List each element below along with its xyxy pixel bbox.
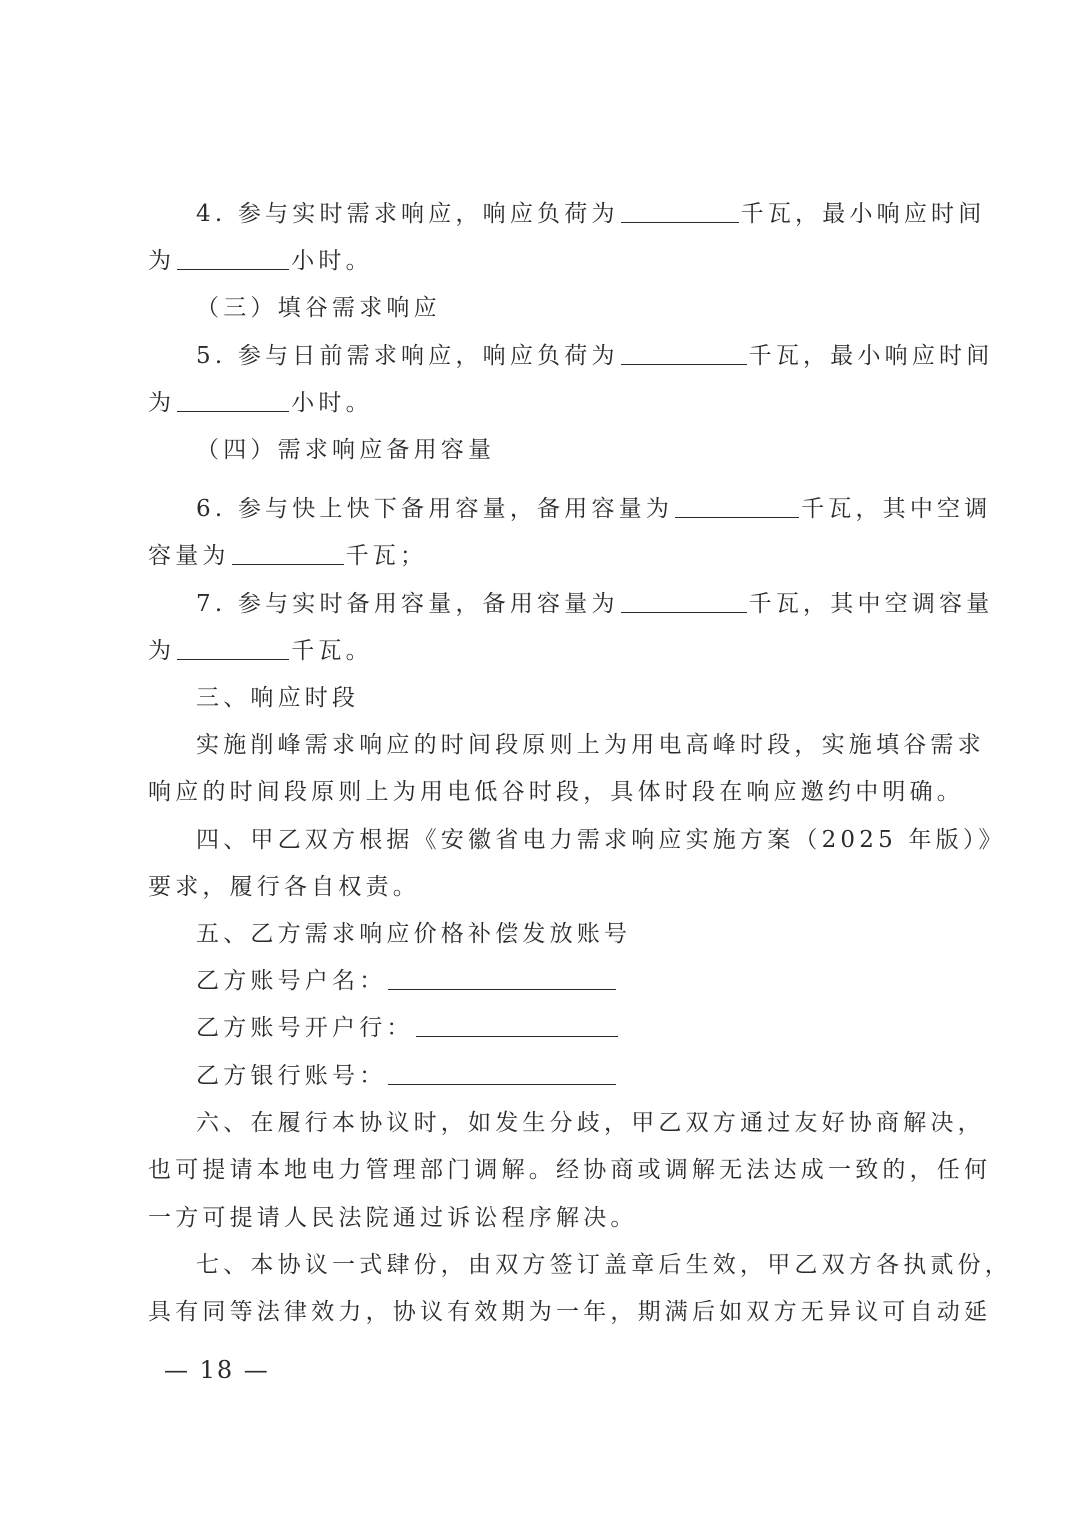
- clause-7-line-2: [148, 636, 938, 666]
- clause-5-text-b: 千瓦，最小响应时间: [748, 343, 994, 369]
- clause-7-line-1: [196, 589, 994, 619]
- clause-6-line-2: [148, 541, 938, 571]
- account-bank-blank: [416, 1014, 618, 1037]
- page-number: — 18 —: [164, 1356, 270, 1384]
- account-bank-label: 乙方账号开户行：: [196, 1015, 414, 1041]
- section-4-line-1: 四、甲乙双方根据《安徽省电力需求响应实施方案（2025 年版）》: [196, 827, 1006, 853]
- clause-4-text-c: 为: [148, 248, 176, 274]
- clause-6-text-b: 千瓦，其中空调: [801, 496, 992, 522]
- section-reserve-capacity-heading: （四）需求响应备用容量: [196, 437, 496, 463]
- account-number-row: [196, 1061, 986, 1091]
- clause-7-text-c: 为: [148, 638, 176, 664]
- account-number-blank: [388, 1062, 616, 1085]
- section-3-paragraph-line-2: 响应的时间段原则上为用电低谷时段，具体时段在响应邀约中明确。: [148, 779, 964, 805]
- section-5-heading: 五、乙方需求响应价格补偿发放账号: [196, 921, 632, 947]
- section-6-line-1: 六、在履行本协议时，如发生分歧，甲乙双方通过友好协商解决，: [196, 1110, 985, 1136]
- clause-6-line-1: [196, 494, 992, 524]
- section-6-line-2: 也可提请本地电力管理部门调解。经协商或调解无法达成一致的，任何: [148, 1157, 992, 1183]
- clause-5-line-1: [196, 341, 994, 371]
- clause-6-text-a: 6. 参与快上快下备用容量，备用容量为: [196, 496, 674, 522]
- section-7-line-1: 七、本协议一式肆份，由双方签订盖章后生效，甲乙双方各执贰份，: [196, 1252, 1012, 1278]
- day-ahead-time-blank: [177, 389, 289, 412]
- min-response-time-blank: [177, 247, 289, 270]
- account-number-label: 乙方银行账号：: [196, 1063, 387, 1089]
- section-4-line-2: 要求，履行各自权责。: [148, 874, 420, 900]
- day-ahead-load-blank: [621, 342, 747, 365]
- clause-5-line-2: [148, 388, 938, 418]
- clause-7-text-a: 7. 参与实时备用容量，备用容量为: [196, 591, 619, 617]
- section-6-line-3: 一方可提请人民法院通过诉讼程序解决。: [148, 1205, 638, 1231]
- account-name-label: 乙方账号户名：: [196, 968, 387, 994]
- account-name-blank: [388, 967, 616, 990]
- clause-7-text-b: 千瓦，其中空调容量: [748, 591, 994, 617]
- fast-ac-capacity-blank: [232, 542, 344, 565]
- account-bank-row: [196, 1013, 986, 1043]
- clause-6-text-c: 容量为: [148, 543, 230, 569]
- section-valley-filling-heading: （三）填谷需求响应: [196, 295, 441, 321]
- clause-4-text-b: 千瓦，最小响应时间: [740, 201, 986, 227]
- clause-4-text-d: 小时。: [291, 248, 373, 274]
- clause-7-text-d: 千瓦。: [291, 638, 373, 664]
- realtime-reserve-capacity-blank: [621, 590, 747, 613]
- section-3-heading: 三、响应时段: [196, 685, 360, 711]
- clause-5-text-d: 小时。: [291, 390, 373, 416]
- response-load-blank: [621, 200, 739, 223]
- clause-4-line-2: [148, 246, 938, 276]
- section-3-paragraph-line-1: 实施削峰需求响应的时间段原则上为用电高峰时段，实施填谷需求: [196, 732, 985, 758]
- account-name-row: [196, 966, 986, 996]
- clause-6-text-d: 千瓦；: [345, 543, 428, 569]
- realtime-ac-capacity-blank: [177, 637, 289, 660]
- section-7-line-2: 具有同等法律效力，协议有效期为一年，期满后如双方无异议可自动延: [148, 1299, 992, 1325]
- clause-5-text-c: 为: [148, 390, 176, 416]
- clause-4-line-1: [196, 199, 986, 229]
- clause-4-text-a: 4. 参与实时需求响应，响应负荷为: [196, 201, 619, 227]
- fast-reserve-capacity-blank: [675, 495, 799, 518]
- clause-5-text-a: 5. 参与日前需求响应，响应负荷为: [196, 343, 619, 369]
